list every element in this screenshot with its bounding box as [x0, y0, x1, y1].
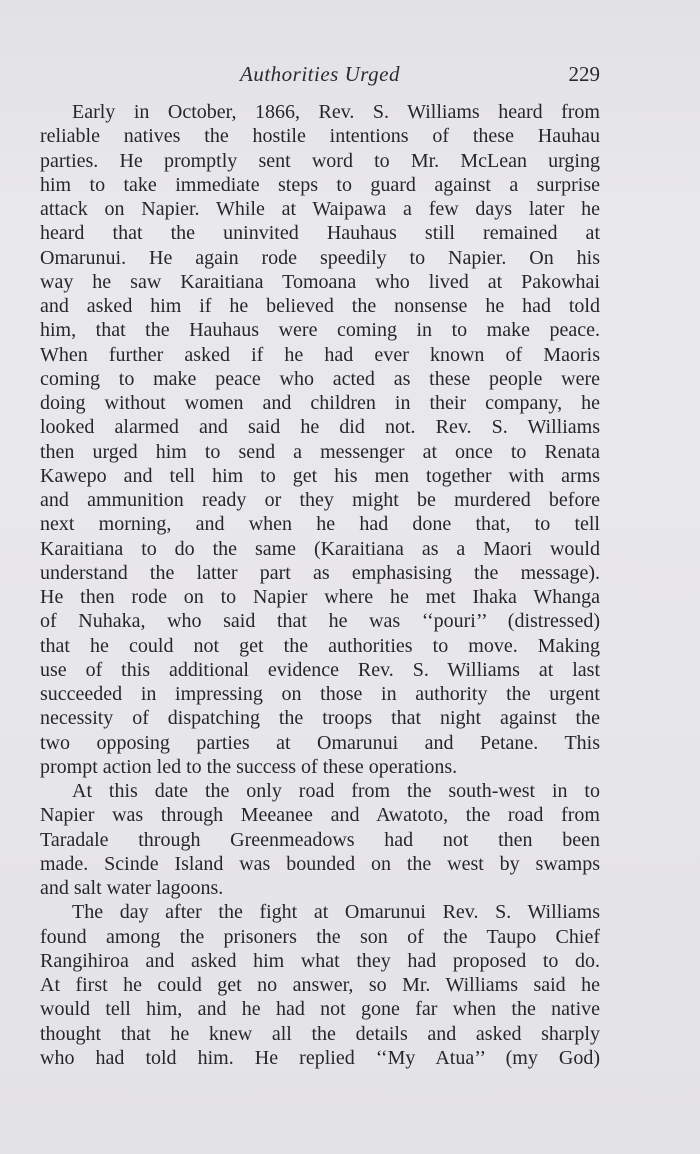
- text-line: understand the latter part as emphasising the message).: [40, 561, 600, 584]
- text-line: succeeded in impressing on those in authority the urgent: [40, 683, 600, 705]
- text-line: him to take immediate steps to guard against a surprise: [40, 173, 600, 196]
- text-line: Taradale through Greenmeadows had not then been: [40, 828, 600, 851]
- text-line: made. Scinde Island was bounded on the west by swamps: [40, 852, 600, 875]
- text-line: attack on Napier. While at Waipawa a few days later he: [40, 198, 600, 220]
- text-line: heard that the uninvited Hauhaus still remained at: [40, 222, 600, 245]
- text-line: next morning, and when he had done that, to tell: [40, 513, 600, 536]
- body-text: [40, 100, 600, 1070]
- text-line: thought that he knew all the details and asked sharply: [40, 1022, 600, 1045]
- text-line: reliable natives the hostile intentions of these Hauhau: [40, 125, 600, 148]
- text-line: doing without women and children in their company, he: [40, 392, 600, 414]
- page-header: [40, 62, 600, 90]
- text-line: prompt action led to the success of these operations.: [40, 755, 458, 778]
- text-line: and asked him if he believed the nonsense he had told: [40, 295, 600, 317]
- text-line: and salt water lagoons.: [40, 877, 224, 899]
- text-line: He then rode on to Napier where he met Ihaka Whanga: [40, 586, 600, 608]
- text-line: Kawepo and tell him to get his men together with arms: [40, 464, 600, 487]
- text-line: Napier was through Meeanee and Awatoto, the road from: [40, 804, 600, 827]
- running-title: Authorities Urged: [240, 62, 400, 86]
- text-line: Early in October, 1866, Rev. S. Williams heard from: [72, 101, 600, 123]
- text-line: of Nuhaka, who said that he was ‘‘pouri’’ (distressed): [40, 610, 600, 633]
- text-line: When further asked if he had ever known of Maoris: [40, 343, 600, 366]
- text-line: him, that the Hauhaus were coming in to make peace.: [40, 319, 600, 342]
- text-line: looked alarmed and said he did not. Rev. S. Williams: [40, 416, 600, 439]
- text-line: who had told him. He replied ‘‘My Atua’’ (my God): [40, 1046, 600, 1069]
- text-line: and ammunition ready or they might be murdered before: [40, 489, 600, 511]
- text-line: At this date the only road from the south-west in to: [72, 780, 600, 802]
- text-line: coming to make peace who acted as these people were: [40, 367, 600, 390]
- text-line: that he could not get the authorities to move. Making: [40, 634, 600, 657]
- text-line: The day after the fight at Omarunui Rev. S. Williams: [72, 901, 600, 924]
- text-line: two opposing parties at Omarunui and Petane. This: [40, 731, 600, 754]
- text-line: Omarunui. He again rode speedily to Napier. On his: [40, 246, 600, 269]
- text-line: found among the prisoners the son of the Taupo Chief: [40, 925, 600, 948]
- text-line: Rangihiroa and asked him what they had proposed to do.: [40, 949, 600, 972]
- text-line: use of this additional evidence Rev. S. Williams at last: [40, 658, 600, 681]
- text-line: parties. He promptly sent word to Mr. McLean urging: [40, 149, 600, 172]
- text-line: way he saw Karaitiana Tomoana who lived at Pakowhai: [40, 270, 600, 293]
- text-line: would tell him, and he had not gone far when the native: [40, 998, 600, 1021]
- page-number: 229: [568, 62, 600, 86]
- text-line: Karaitiana to do the same (Karaitiana as a Maori would: [40, 537, 600, 560]
- text-line: then urged him to send a messenger at once to Renata: [40, 440, 600, 463]
- text-line: At first he could get no answer, so Mr. Williams said he: [40, 974, 600, 996]
- text-line: necessity of dispatching the troops that night against the: [40, 707, 600, 730]
